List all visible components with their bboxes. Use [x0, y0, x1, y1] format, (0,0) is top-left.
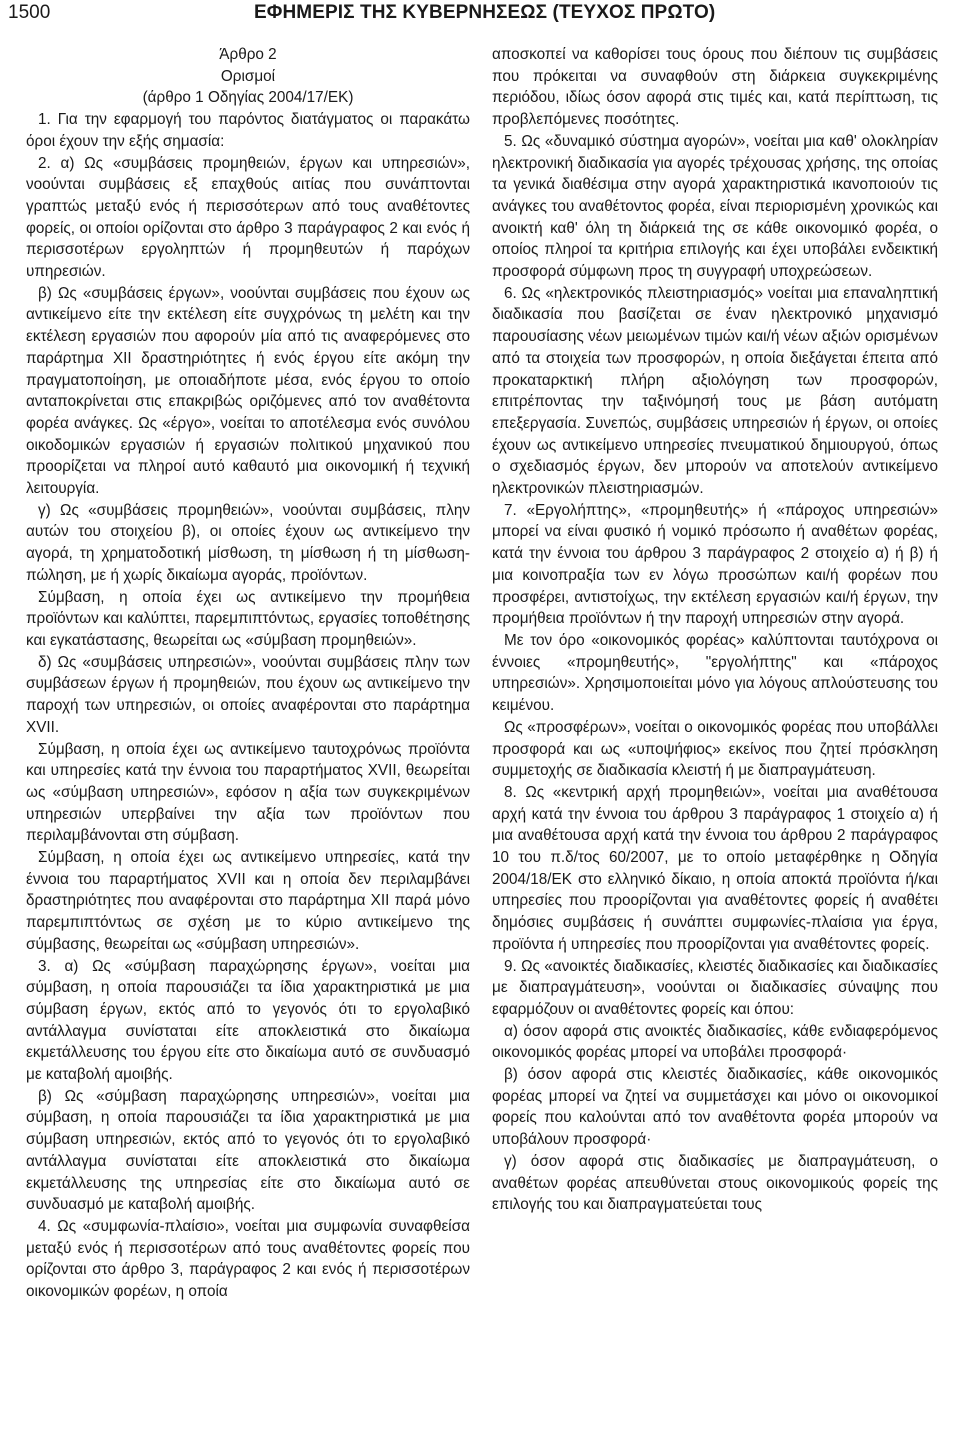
paragraph: 5. Ως «δυναμικό σύστημα αγορών», νοείται μια καθ' ολοκληρίαν ηλεκτρονική διαδικασία για αγορές τρέχουσας χρήσης, της οποίας τα γενικά διαθέσιμα στην αγορά χαρακτηριστικά ικανοποιούν τις ανάγκες του αναθέτοντος φορέα, είναι περιορισμένη χρονικώς και ανοικτή καθ' όλη τη διάρκειά της σε κάθε οικονομικό φορέα, ο οποίος πληροί τα κριτήρια επιλογής και έχει υποβάλει ενδεικτική προσφορά σύμφωνη προς τη συγγραφή υποχρεώσεων.: [492, 132, 938, 281]
paragraph: β) όσον αφορά στις κλειστές διαδικασίες, κάθε οικονομικός φορέας μπορεί να ζητεί να συμμετάσχει και μόνο οι οικονομικοί φορείς που καλούνται από τον αναθέτοντα φορέα μπορούν να υποβάλουν προσφορά·: [492, 1066, 938, 1149]
paragraph: δ) Ως «συμβάσεις υπηρεσιών», νοούνται συμβάσεις πλην των συμβάσεων έργων ή προμηθειών, που έχουν ως αντικείμενο την παροχή των υπηρεσιών, οι οποίες αναφέρονται στο παράρτημα XVII.: [26, 653, 470, 736]
paragraph: Με τον όρο «οικονομικός φορέας» καλύπτονται ταυτόχρονα οι έννοιες «προμηθευτής», "εργολήπτης" και «πάροχος υπηρεσιών». Χρησιμοποιείται μόνο για λόγους απλούστευσης του κειμένου.: [492, 631, 938, 715]
paragraph: β) Ως «συμβάσεις έργων», νοούνται συμβάσεις που έχουν ως αντικείμενο είτε την εκτέλεση είτε συγχρόνως τη μελέτη και την εκτέλεση εργασιών που αφορούν μία από τις αναφερόμενες στο παράρτημα XII δραστηριότητες ή ενός έργου είτε ακόμη την πραγματοποίηση, με οποιαδήποτε μέσα, ενός έργου το οποίο ανταποκρίνεται στις επακριβώς οριζόμενες από τον αναθέτοντα φορέα ανάγκες. Ως «έργο», νοείται το αποτέλεσμα ενός συνόλου οικοδομικών εργασιών ή εργασιών πολιτικού μηχανικού που προορίζεται να πληροί αυτό καθαυτό μια οικονομική ή τεχνική λειτουργία.: [26, 284, 470, 498]
article-reference: (άρθρο 1 Οδηγίας 2004/17/ΕΚ): [142, 89, 354, 107]
page-header: [8, 2, 956, 28]
right-column: [492, 44, 938, 1216]
paragraph: γ) Ως «συμβάσεις προμηθειών», νοούνται συμβάσεις, πλην αυτών του στοιχείου β), οι οποίες έχουν ως αντικείμενο την αγορά, τη χρηματοδοτική μίσθωση, τη μίσθωση ή τη μίσθωση-πώληση, με ή χωρίς δικαίωμα αγοράς, προϊόντων.: [26, 501, 470, 584]
page-number: 1500: [8, 2, 51, 23]
paragraph-continuation: αποσκοπεί να καθορίσει τους όρους που διέπουν τις συμβάσεις που πρόκειται να συναφθούν στη διάρκεια συγκεκριμένης περιόδου, ιδίως όσον αφορά στις τιμές και, κατά περίπτωση, τις προβλεπόμενες ποσότητες.: [492, 46, 938, 129]
left-column: [26, 44, 470, 1303]
journal-title: ΕΦΗΜΕΡΙΣ ΤΗΣ ΚΥΒΕΡΝΗΣΕΩΣ (ΤΕΥΧΟΣ ΠΡΩΤΟ): [254, 2, 716, 23]
paragraph: Ως «προσφέρων», νοείται ο οικονομικός φορέας που υποβάλλει προσφορά και ως «υποψήφιος» εκείνος που ζητεί πρόσκληση συμμετοχής σε διαδικασία κλειστή ή με διαπραγμάτευση.: [492, 718, 938, 780]
paragraph: 1. Για την εφαρμογή του παρόντος διατάγματος οι παρακάτω όροι έχουν την εξής σημασία:: [26, 111, 470, 150]
paragraph: 3. α) Ως «σύμβαση παραχώρησης έργων», νοείται μια σύμβαση, η οποία παρουσιάζει τα ίδια χαρακτηριστικά με μια σύμβαση έργων, εκτός από το γεγονός ότι το εργολαβικό αντάλλαγμα συνίσταται είτε αποκλειστικά στο δικαίωμα εκμετάλλευσης του έργου είτε στο δικαίωμα αυτό σε συνδυασμό με καταβολή αμοιβής.: [26, 957, 470, 1084]
paragraph: 9. Ως «ανοικτές διαδικασίες, κλειστές διαδικασίες και διαδικασίες με διαπραγμάτευση», νοούνται οι διαδικασίες σύναψης που εφαρμόζουν οι αναθέτοντες φορείς και όπου:: [492, 957, 938, 1018]
article-title: Ορισμοί: [220, 67, 276, 85]
paragraph: 2. α) Ως «συμβάσεις προμηθειών, έργων και υπηρεσιών», νοούνται συμβάσεις εξ επαχθούς αιτίας που συνάπτονται γραπτώς μεταξύ ενός ή περισσότερων από τους αναθέτοντες φορείς, οι οποίοι ορίζονται στο άρθρο 3 παράγραφος 2 και ενός ή περισσοτέρων εργοληπτών ή προμηθευτών ή παρόχων υπηρεσιών.: [26, 154, 470, 281]
paragraph: Σύμβαση, η οποία έχει ως αντικείμενο την προμήθεια προϊόντων και καλύπτει, παρεμπιπτόντως, εργασίες τοποθέτησης και εγκατάστασης, θεωρείται ως «σύμβαση προμηθειών».: [26, 588, 470, 649]
paragraph: 7. «Εργολήπτης», «προμηθευτής» ή «πάροχος υπηρεσιών» μπορεί να είναι φυσικό ή νομικό πρόσωπο ή αναθέτων φορέας, κατά την έννοια του άρθρου 3 παράγραφος 2 στοιχείο α) ή β) ή μια κοινοπραξία των εν λόγω προσώπων και/ή φορέων που προσφέρει, αντιστοίχως, την εκτέλεση εργασιών και/ή έργων, την προμήθεια προϊόντων ή την παροχή υπηρεσιών στην αγορά.: [492, 501, 938, 628]
article-heading: Άρθρο 2: [219, 46, 277, 63]
paragraph: α) όσον αφορά στις ανοικτές διαδικασίες, κάθε ενδιαφερόμενος οικονομικός φορέας μπορεί να υποβάλει προσφορά·: [492, 1022, 938, 1062]
paragraph: Σύμβαση, η οποία έχει ως αντικείμενο υπηρεσίες, κατά την έννοια του παραρτήματος XVII και η οποία δεν περιλαμβάνει δραστηριότητες που αναφέρονται στο παράρτημα XII παρά μόνο παρεμπιπτόντως σε σχέση με το κύριο αντικείμενο της σύμβασης, θεωρείται ως «σύμβαση υπηρεσιών».: [26, 849, 470, 953]
paragraph: 4. Ως «συμφωνία-πλαίσιο», νοείται μια συμφωνία συναφθείσα μεταξύ ενός ή περισσοτέρων από τους αναθέτοντες φορείς που ορίζονται στο άρθρο 3, παράγραφος 2 και ενός ή περισσοτέρων οικονομικών φορέων, η οποία: [26, 1217, 470, 1301]
paragraph: γ) όσον αφορά στις διαδικασίες με διαπραγμάτευση, ο αναθέτων φορέας απευθύνεται στους οικονομικούς φορείς της επιλογής του και διαπραγματεύεται τους: [492, 1152, 938, 1214]
paragraph: Σύμβαση, η οποία έχει ως αντικείμενο ταυτοχρόνως προϊόντα και υπηρεσίες κατά την έννοια του παραρτήματος XVII, θεωρείται ως «σύμβαση υπηρεσιών», εφόσον η αξία των συγκεκριμένων υπηρεσιών υπερβαίνει την αξία των προϊόντων που περιλαμβάνονται στη σύμβαση.: [26, 740, 470, 845]
paragraph: 8. Ως «κεντρική αρχή προμηθειών», νοείται μια αναθέτουσα αρχή κατά την έννοια του άρθρου 3 παράγραφος 1 στοιχείο α) ή μια αναθέτουσα αρχή κατά την έννοια του άρθρου 2 παράγραφος 10 του π.δ/τος 60/2007, με το οποίο μεταφέρθηκε η Οδηγία 2004/18/ΕΚ στο ελληνικό δίκαιο, η οποία αποκτά προϊόντα ή/και υπηρεσίες που προορίζονται για αναθέτοντες φορείς ή αναθέτει δημόσιες συμβάσεις ή συνάπτει συμφωνίες-πλαίσια για έργα, προϊόντα ή υπηρεσίες που προορίζονται για αναθέτοντες φορείς.: [492, 783, 938, 953]
paragraph: β) Ως «σύμβαση παραχώρησης υπηρεσιών», νοείται μια σύμβαση, η οποία παρουσιάζει τα ίδια χαρακτηριστικά με μια σύμβαση υπηρεσιών, εκτός από το γεγονός ότι το εργολαβικό αντάλλαγμα συνίσταται είτε αποκλειστικά στο δικαίωμα εκμετάλλευσης της υπηρεσίας είτε στο δικαίωμα αυτό σε συνδυασμό με καταβολή αμοιβής.: [26, 1087, 470, 1214]
paragraph: 6. Ως «ηλεκτρονικός πλειστηριασμός» νοείται μια επαναληπτική διαδικασία που βασίζεται σε έναν ηλεκτρονικό μηχανισμό παρουσίασης νέων μειωμένων τιμών και/ή νέων αξιών ορισμένων από τα στοιχεία των προσφορών, η οποία διεξάγεται έπειτα από προκαταρκτική πλήρη αξιολόγηση των προσφορών, επιτρέποντας την ταξινόμησή τους με βάση αυτόματη επεξεργασία. Συνεπώς, συμβάσεις υπηρεσιών ή έργων, οι οποίες έχουν ως αντικείμενο υπηρεσίες πνευματικού δημιουργού, όπως ο σχεδιασμός έργων, δεν μπορούν να αποτελούν αντικείμενο ηλεκτρονικών πλειστηριασμών.: [492, 284, 938, 498]
